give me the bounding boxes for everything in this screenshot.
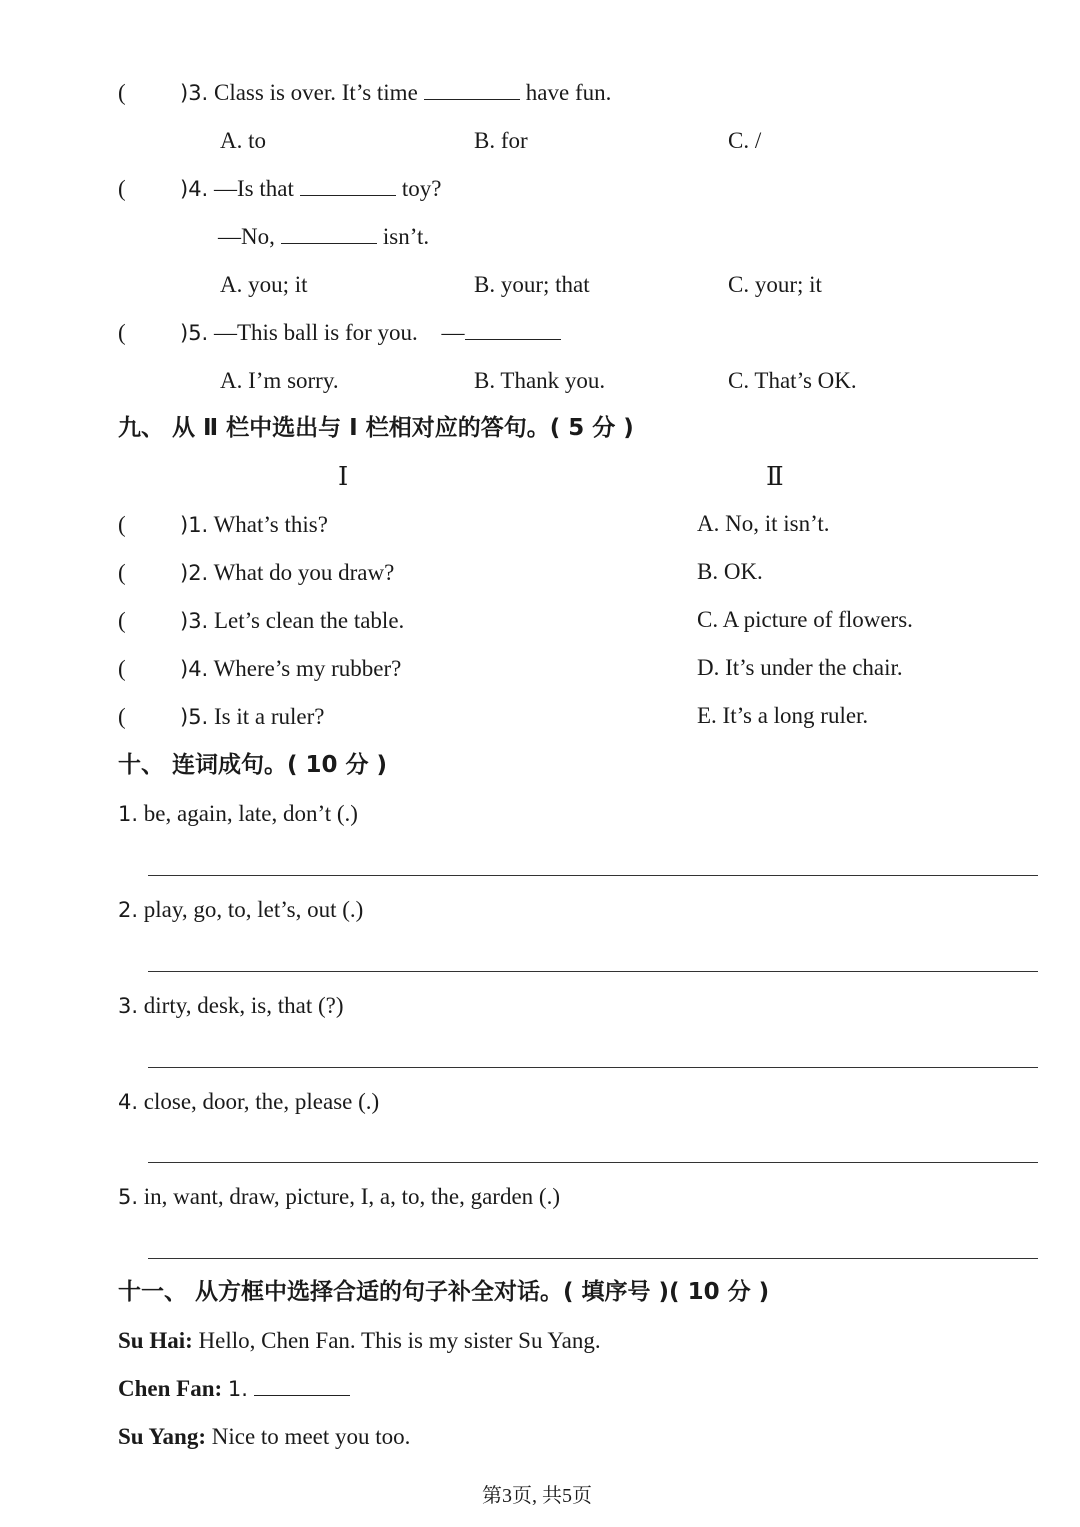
question-text: have fun. bbox=[525, 80, 612, 105]
answer-paren: ( bbox=[118, 320, 126, 345]
question-text: —Is that bbox=[213, 176, 294, 201]
item-words: dirty, desk, is, that (?) bbox=[143, 993, 344, 1018]
dialogue-text: Nice to meet you too. bbox=[211, 1424, 411, 1449]
answer-line[interactable] bbox=[148, 875, 1038, 876]
word-order-item bbox=[118, 1182, 560, 1212]
dialogue-text: Hello, Chen Fan. This is my sister Su Yang. bbox=[198, 1328, 601, 1353]
match-question bbox=[118, 510, 328, 540]
question-text: What do you draw? bbox=[213, 560, 395, 585]
question-8-5 bbox=[118, 318, 567, 348]
answer-paren: ( bbox=[118, 176, 126, 201]
section-11-heading: 十一、 从方框中选择合适的句子补全对话。( 填序号 )( 10 分 ) bbox=[118, 1279, 770, 1305]
fill-blank[interactable] bbox=[465, 337, 561, 340]
question-number: )5. bbox=[180, 705, 209, 729]
option-a: A. to bbox=[220, 128, 266, 153]
dialogue-line bbox=[118, 1422, 410, 1452]
answer-paren: ( bbox=[118, 656, 126, 681]
question-text: What’s this? bbox=[213, 512, 328, 537]
match-question bbox=[118, 702, 324, 732]
match-question bbox=[118, 654, 401, 684]
option-b: B. your; that bbox=[474, 272, 590, 297]
dialogue-line bbox=[118, 1374, 356, 1404]
item-number: 2. bbox=[118, 898, 139, 922]
item-words: be, again, late, don’t (.) bbox=[143, 801, 358, 826]
answer-paren: ( bbox=[118, 704, 126, 729]
page-footer: 第3页, 共5页 bbox=[482, 1485, 592, 1507]
answer-line[interactable] bbox=[148, 1067, 1038, 1068]
section-10-heading: 十、 连词成句。( 10 分 ) bbox=[118, 752, 388, 778]
option-c: C. That’s OK. bbox=[728, 368, 857, 393]
question-text: —No, bbox=[218, 224, 275, 249]
match-answer: C. A picture of flowers. bbox=[697, 607, 913, 632]
answer-line[interactable] bbox=[148, 1162, 1038, 1163]
match-answer: B. OK. bbox=[697, 559, 763, 584]
column-1-heading: Ⅰ bbox=[338, 462, 349, 491]
question-number: )5. bbox=[180, 321, 209, 345]
question-text: —This ball is for you. bbox=[213, 320, 418, 345]
item-number: 4. bbox=[118, 1090, 139, 1114]
question-number: )4. bbox=[180, 657, 209, 681]
word-order-item bbox=[118, 991, 344, 1021]
question-text: Is it a ruler? bbox=[213, 704, 325, 729]
fill-blank[interactable] bbox=[424, 97, 520, 100]
option-c: C. / bbox=[728, 128, 762, 153]
speaker-name: Chen Fan: bbox=[118, 1376, 223, 1401]
question-text: Where’s my rubber? bbox=[213, 656, 402, 681]
question-text: isn’t. bbox=[382, 224, 430, 249]
item-number: 1. bbox=[118, 802, 139, 826]
option-c: C. your; it bbox=[728, 272, 822, 297]
question-text: toy? bbox=[401, 176, 442, 201]
match-answer: E. It’s a long ruler. bbox=[697, 703, 869, 728]
fill-blank[interactable] bbox=[300, 193, 396, 196]
option-a: A. I’m sorry. bbox=[220, 368, 339, 393]
question-number: )3. bbox=[180, 81, 209, 105]
word-order-item bbox=[118, 895, 363, 925]
item-words: close, door, the, please (.) bbox=[143, 1089, 380, 1114]
option-b: B. Thank you. bbox=[474, 368, 606, 393]
question-8-3 bbox=[118, 78, 611, 108]
answer-paren: ( bbox=[118, 512, 126, 537]
question-text: Class is over. It’s time bbox=[213, 80, 418, 105]
question-8-4 bbox=[118, 174, 441, 204]
match-question bbox=[118, 606, 404, 636]
answer-paren: ( bbox=[118, 608, 126, 633]
speaker-name: Su Yang: bbox=[118, 1424, 206, 1449]
match-answer: A. No, it isn’t. bbox=[697, 511, 830, 536]
answer-paren: ( bbox=[118, 80, 126, 105]
match-answer: D. It’s under the chair. bbox=[697, 655, 903, 680]
answer-line[interactable] bbox=[148, 1258, 1038, 1259]
answer-paren: ( bbox=[118, 560, 126, 585]
question-number: )1. bbox=[180, 513, 209, 537]
dialogue-line bbox=[118, 1326, 601, 1356]
question-8-4-reply bbox=[218, 222, 429, 252]
item-words: play, go, to, let’s, out (.) bbox=[143, 897, 364, 922]
question-number: )4. bbox=[180, 177, 209, 201]
option-a: A. you; it bbox=[220, 272, 308, 297]
column-2-heading: Ⅱ bbox=[766, 462, 784, 491]
option-b: B. for bbox=[474, 128, 528, 153]
fill-blank[interactable] bbox=[281, 241, 377, 244]
item-number: 5. bbox=[118, 1185, 139, 1209]
word-order-item bbox=[118, 799, 358, 829]
speaker-name: Su Hai: bbox=[118, 1328, 193, 1353]
match-question bbox=[118, 558, 394, 588]
item-words: in, want, draw, picture, I, a, to, the, garden (.) bbox=[143, 1184, 560, 1209]
section-9-heading: 九、 从 Ⅱ 栏中选出与 Ⅰ 栏相对应的答句。( 5 分 ) bbox=[118, 415, 634, 441]
question-text: Let’s clean the table. bbox=[213, 608, 405, 633]
answer-line[interactable] bbox=[148, 971, 1038, 972]
fill-blank[interactable] bbox=[254, 1393, 350, 1396]
question-number: )2. bbox=[180, 561, 209, 585]
word-order-item bbox=[118, 1087, 379, 1117]
dialogue-text: 1. bbox=[227, 1377, 248, 1401]
question-number: )3. bbox=[180, 609, 209, 633]
item-number: 3. bbox=[118, 994, 139, 1018]
dash: — bbox=[441, 320, 465, 345]
